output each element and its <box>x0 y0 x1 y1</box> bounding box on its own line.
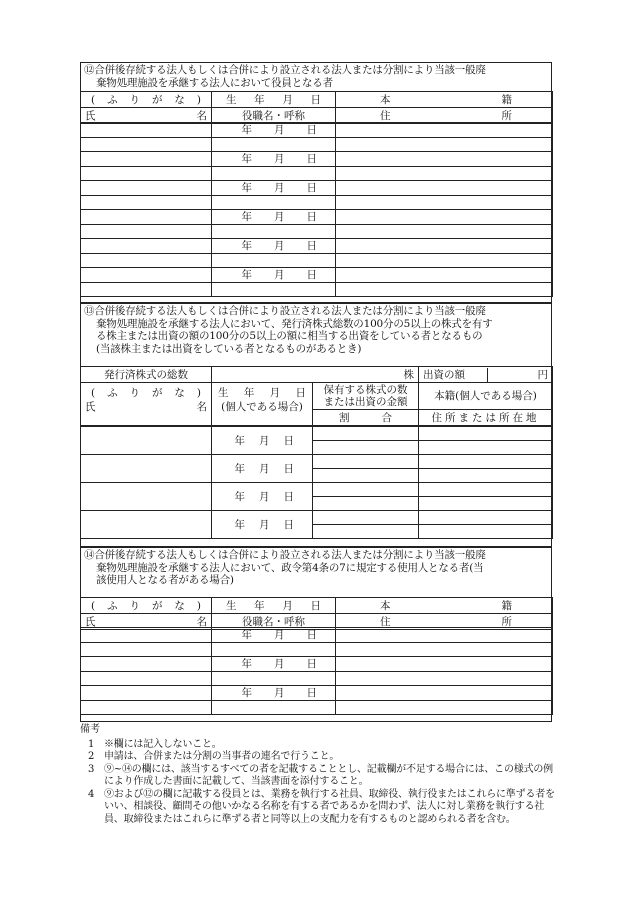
birthdate-input[interactable]: 年 月 日 <box>212 455 313 483</box>
entry-row <box>81 239 553 254</box>
ratio-input[interactable] <box>313 525 419 539</box>
role-input[interactable] <box>212 138 336 152</box>
birthdate-input[interactable]: 年 月 日 <box>212 686 336 701</box>
entry-row <box>81 427 553 441</box>
role-input[interactable] <box>212 643 336 657</box>
role-input[interactable] <box>212 167 336 181</box>
birthdate-input[interactable]: 年 月 日 <box>212 657 336 672</box>
entry-row <box>81 123 553 138</box>
entry-row <box>81 686 553 701</box>
furigana-name-input[interactable] <box>81 427 212 455</box>
header-furigana: ( ふ り が な ) <box>81 598 212 614</box>
section-13-shareholders <box>80 303 552 547</box>
header-furigana: ( ふ り が な ) <box>81 92 212 108</box>
birthdate-input[interactable]: 年 月 日 <box>212 483 313 511</box>
note-item: 1 ※欄には記入しないこと。 <box>88 738 222 750</box>
notes-heading: 備考 <box>80 724 100 735</box>
address-input[interactable] <box>336 138 553 152</box>
total-shares-unit: 株 <box>212 367 419 383</box>
furigana-name-input[interactable] <box>81 455 212 483</box>
entry-row <box>81 483 553 497</box>
address-input[interactable] <box>336 283 553 297</box>
entry-row <box>81 283 553 297</box>
header-name: 氏 名 <box>81 614 212 630</box>
location-input[interactable] <box>419 441 553 455</box>
role-input[interactable] <box>212 283 336 297</box>
birthdate-input[interactable]: 年 月 日 <box>212 628 336 643</box>
address-input[interactable] <box>336 196 553 210</box>
section-14-employees <box>80 547 552 722</box>
birthdate-input[interactable]: 年 月 日 <box>212 268 336 283</box>
section-14-table <box>80 597 553 630</box>
name-input[interactable] <box>81 254 212 268</box>
entry-row <box>81 254 553 268</box>
entry-row <box>81 701 553 715</box>
honseki-input[interactable] <box>336 686 553 701</box>
header-honseki: 本 籍 <box>336 598 553 614</box>
honseki-input[interactable] <box>419 427 553 441</box>
name-input[interactable] <box>81 138 212 152</box>
header-address: 住 所 <box>336 614 553 630</box>
role-input[interactable] <box>212 701 336 715</box>
holding-input[interactable] <box>313 483 419 497</box>
entry-row <box>81 196 553 210</box>
location-input[interactable] <box>419 525 553 539</box>
entry-row <box>81 455 553 469</box>
honseki-input[interactable] <box>336 657 553 672</box>
header-address: 住 所 <box>336 108 553 124</box>
address-input[interactable] <box>336 701 553 715</box>
furigana-name-input[interactable] <box>81 511 212 539</box>
header-furigana-name: ( ふ り が な ) 氏 名 <box>81 383 212 426</box>
entry-row <box>81 167 553 181</box>
entry-row <box>81 657 553 672</box>
honseki-input[interactable] <box>336 210 553 225</box>
name-input[interactable] <box>81 672 212 686</box>
furigana-name-input[interactable] <box>81 483 212 511</box>
notes <box>80 724 560 826</box>
honseki-input[interactable] <box>336 268 553 283</box>
address-input[interactable] <box>336 643 553 657</box>
birthdate-input[interactable]: 年 月 日 <box>212 181 336 196</box>
entry-row <box>81 628 553 643</box>
section-12-officers <box>80 62 552 303</box>
furigana-input[interactable] <box>81 686 212 701</box>
holding-input[interactable] <box>313 455 419 469</box>
ratio-input[interactable] <box>313 469 419 483</box>
ratio-input[interactable] <box>313 497 419 511</box>
entry-row <box>81 672 553 686</box>
section-14-title: ⑭合併後存続する法人もしくは合併により設立される法人または分割により当該一般廃 棄物処理施設を承継する法人において、政令第4条の7に規定する使用人となる者(当 該使用人となる者がある場合) <box>84 549 486 586</box>
holding-input[interactable] <box>313 511 419 525</box>
address-input[interactable] <box>336 672 553 686</box>
role-input[interactable] <box>212 254 336 268</box>
section-13-title: ⑬合併後存続する法人もしくは合併により設立される法人または分割により当該一般廃 棄物処理施設を承継する法人において、発行済株式総数の100分の5以上の株式を有す る株主または出資の額の100分の5以上の額に相当する出資をしている者となるもの (当該株主または出資をしている者となるものがあるとき) <box>84 305 493 355</box>
entry-row <box>81 268 553 283</box>
birthdate-input[interactable]: 年 月 日 <box>212 123 336 138</box>
header-role: 役職名・呼称 <box>212 108 336 124</box>
furigana-input[interactable] <box>81 268 212 283</box>
section-14-entry-rows <box>80 627 553 715</box>
total-shares-label: 発行済株式の総数 <box>81 367 212 383</box>
name-input[interactable] <box>81 167 212 181</box>
header-honseki: 本 籍 <box>336 92 553 108</box>
honseki-input[interactable] <box>336 239 553 254</box>
birthdate-input[interactable]: 年 月 日 <box>212 210 336 225</box>
entry-row <box>81 181 553 196</box>
birthdate-input[interactable]: 年 月 日 <box>212 427 313 455</box>
furigana-input[interactable] <box>81 239 212 254</box>
name-input[interactable] <box>81 701 212 715</box>
role-input[interactable] <box>212 672 336 686</box>
header-location: 住所または所在地 <box>419 410 553 426</box>
birthdate-input[interactable]: 年 月 日 <box>212 152 336 167</box>
honseki-input[interactable] <box>336 123 553 138</box>
location-input[interactable] <box>419 469 553 483</box>
furigana-input[interactable] <box>81 123 212 138</box>
section-12-table <box>80 91 553 124</box>
section-12-entry-rows <box>80 122 553 297</box>
honseki-input[interactable] <box>419 455 553 469</box>
location-input[interactable] <box>419 497 553 511</box>
furigana-input[interactable] <box>81 628 212 643</box>
role-input[interactable] <box>212 225 336 239</box>
role-input[interactable] <box>212 196 336 210</box>
furigana-input[interactable] <box>81 152 212 167</box>
section-13-entry-rows <box>80 426 553 539</box>
header-birthdate: 生 年 月 日 <box>212 598 336 614</box>
holding-input[interactable] <box>313 427 419 441</box>
entry-row <box>81 643 553 657</box>
name-input[interactable] <box>81 225 212 239</box>
honseki-input[interactable] <box>336 152 553 167</box>
section-12-title: ⑫合併後存続する法人もしくは合併により設立される法人または分割により当該一般廃 棄物処理施設を承継する法人において役員となる者 <box>84 64 486 89</box>
name-input[interactable] <box>81 196 212 210</box>
note-item: 2 申請は、合併または分割の当事者の連名で行うこと。 <box>88 751 340 762</box>
name-input[interactable] <box>81 283 212 297</box>
entry-row <box>81 225 553 239</box>
note-item: 4 ⑨および⑫の欄に記載する役員とは、業務を執行する社員、取締役、執行役またはこれらに準ずる者をいい、相談役、顧問その他いかなる名称を有する者であるかを問わず、法人に対し業務を執行する社員、取締役またはこれらに準ずる者と同等以上の支配力を有するものと認められる者を含む。 <box>88 788 555 825</box>
address-input[interactable] <box>336 167 553 181</box>
header-birthdate-individual: 生 年 月 日 (個人である場合) <box>212 383 313 426</box>
capital-amount: 出資の額 円 <box>419 367 553 383</box>
header-ratio: 割 合 <box>313 410 419 426</box>
entry-row <box>81 138 553 152</box>
ratio-input[interactable] <box>313 441 419 455</box>
header-holding: 保有する株式の数 または出資の金額 <box>313 383 419 410</box>
address-input[interactable] <box>336 225 553 239</box>
honseki-input[interactable] <box>419 483 553 497</box>
entry-row <box>81 210 553 225</box>
section-13-table <box>80 366 553 426</box>
furigana-input[interactable] <box>81 181 212 196</box>
header-role: 役職名・呼称 <box>212 614 336 630</box>
honseki-input[interactable] <box>336 628 553 643</box>
honseki-input[interactable] <box>419 511 553 525</box>
furigana-input[interactable] <box>81 657 212 672</box>
name-input[interactable] <box>81 643 212 657</box>
birthdate-input[interactable]: 年 月 日 <box>212 511 313 539</box>
note-item: 3 ⑨~⑭の欄には、該当するすべての者を記載することとし、記載欄が不足する場合には、この様式の例により作成した書面に記載して、当該書面を添付すること。 <box>88 763 553 787</box>
address-input[interactable] <box>336 254 553 268</box>
honseki-input[interactable] <box>336 181 553 196</box>
header-honseki-individual: 本籍(個人である場合) <box>419 383 553 410</box>
birthdate-input[interactable]: 年 月 日 <box>212 239 336 254</box>
entry-row <box>81 152 553 167</box>
header-name: 氏 名 <box>81 108 212 124</box>
entry-row <box>81 511 553 525</box>
header-birthdate: 生 年 月 日 <box>212 92 336 108</box>
furigana-input[interactable] <box>81 210 212 225</box>
